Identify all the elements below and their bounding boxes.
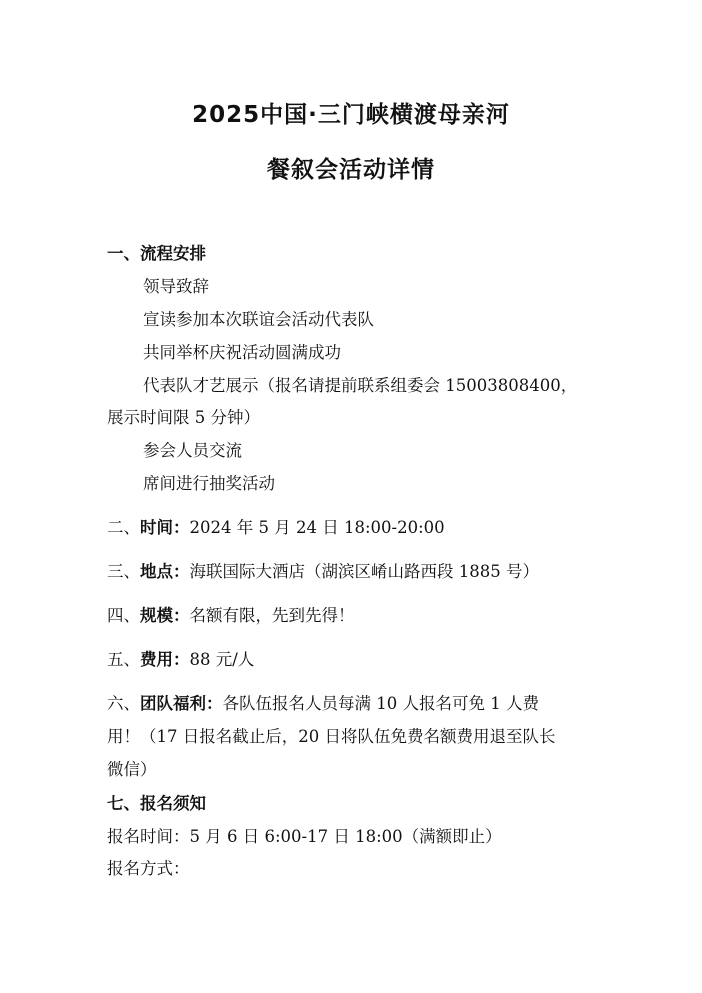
section-6-label: 团队福利： xyxy=(140,694,223,713)
section-6-value-line-1: 各队伍报名人员每满 10 人报名可免 1 人费 xyxy=(222,694,539,713)
section-4-label: 规模： xyxy=(140,606,190,625)
section-4-scale xyxy=(107,605,355,627)
section-6-prefix: 六、 xyxy=(107,694,140,713)
section-3-value: 海联国际大酒店（湖滨区崤山路西段 1885 号） xyxy=(189,562,539,581)
section-2-time xyxy=(107,517,445,539)
section-6-team-benefit xyxy=(107,693,539,715)
section-4-value: 名额有限，先到先得！ xyxy=(189,606,355,625)
schedule-item-2: 宣读参加本次联谊会活动代表队 xyxy=(143,310,374,329)
document-title-line-2: 餐叙会活动详情 xyxy=(267,157,435,183)
schedule-item-3: 共同举杯庆祝活动圆满成功 xyxy=(143,343,341,362)
section-4-prefix: 四、 xyxy=(107,606,140,625)
section-3-label: 地点： xyxy=(140,562,190,581)
schedule-item-1: 领导致辞 xyxy=(143,277,209,296)
section-3-location xyxy=(107,561,539,583)
registration-method: 报名方式： xyxy=(107,859,190,878)
schedule-item-4-continued: 展示时间限 5 分钟） xyxy=(107,408,260,427)
section-3-prefix: 三、 xyxy=(107,562,140,581)
document-title-line-1: 2025中国·三门峡横渡母亲河 xyxy=(192,102,510,128)
section-2-prefix: 二、 xyxy=(107,518,140,537)
section-6-value-line-3: 微信） xyxy=(107,760,157,779)
section-7-heading: 七、报名须知 xyxy=(107,794,206,813)
section-2-label: 时间： xyxy=(140,518,190,537)
schedule-item-6: 席间进行抽奖活动 xyxy=(143,474,275,493)
schedule-item-5: 参会人员交流 xyxy=(143,441,242,460)
section-5-value: 88 元/人 xyxy=(189,650,255,669)
section-5-prefix: 五、 xyxy=(107,650,140,669)
section-5-label: 费用： xyxy=(140,650,190,669)
registration-time: 报名时间：5 月 6 日 6:00-17 日 18:00（满额即止） xyxy=(107,827,502,846)
section-1-heading: 一、流程安排 xyxy=(107,244,206,263)
schedule-item-4: 代表队才艺展示（报名请提前联系组委会 15003808400， xyxy=(143,376,578,395)
section-6-value-line-2: 用！（17 日报名截止后，20 日将队伍免费名额费用退至队长 xyxy=(107,727,556,746)
section-2-value: 2024 年 5 月 24 日 18:00-20:00 xyxy=(189,518,445,537)
section-5-fee xyxy=(107,649,254,671)
